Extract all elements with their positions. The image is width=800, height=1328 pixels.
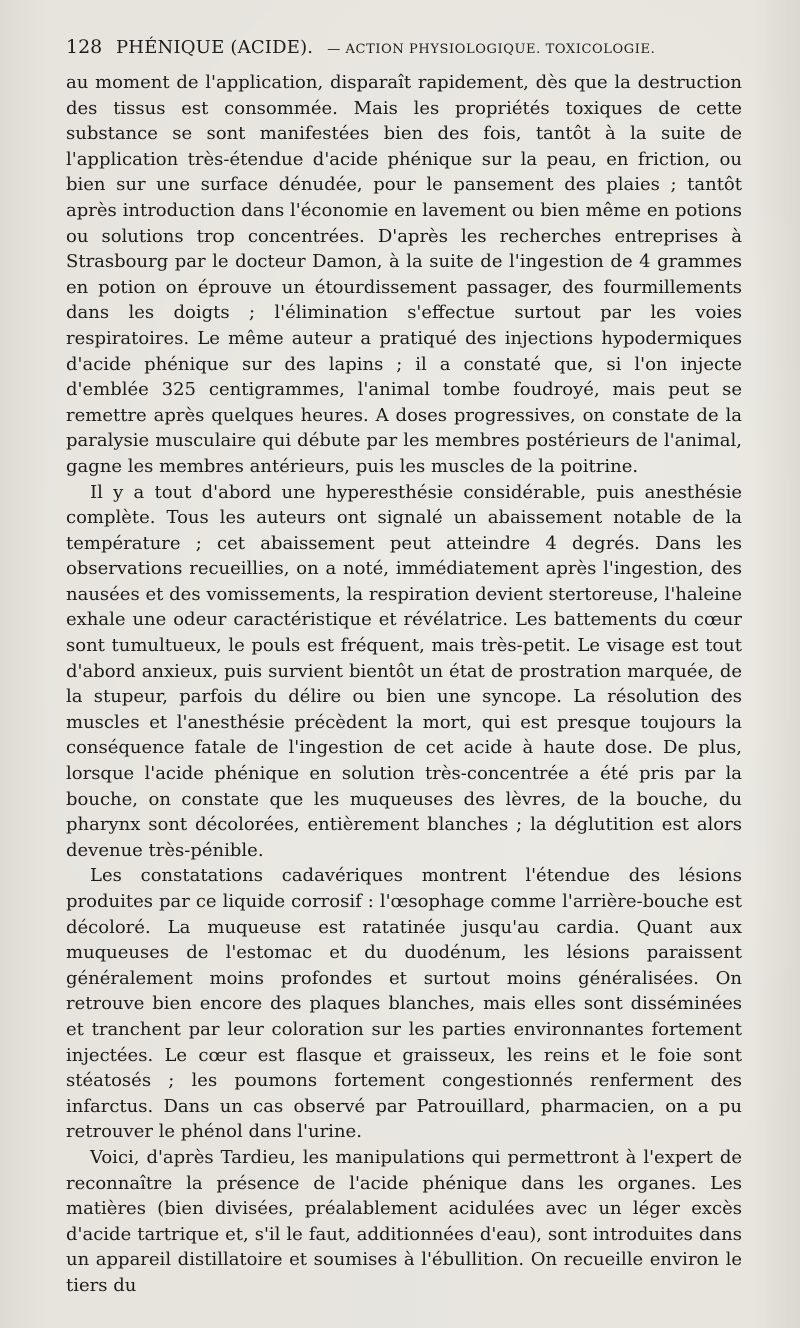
running-head-title: PHÉNIQUE (ACIDE). [116, 37, 314, 58]
paragraph-symptoms: Il y a tout d'abord une hyperesthésie considérable, puis anesthésie complète. Tous les auteurs ont signalé un abaissement notable de la température ; cet abaissement peut atteindre 4 degrés. Dans les observations recueillies, on a noté, immédiatement après l'ingestion, des nausées et des vomissements, la respiration devient stertoreuse, l'haleine exhale une odeur caractéristique et révélatrice. Les battements du cœur sont tumultueux, le pouls est fréquent, mais très-petit. Le visage est tout d'abord anxieux, puis survient bientôt un état de prostration marquée, de la stupeur, parfois du délire ou bien une syncope. La résolution des muscles et l'anesthésie précèdent la mort, qui est presque toujours la conséquence fatale de l'ingestion de cet acide à haute dose. De plus, lorsque l'acide phénique en solution très-concentrée a été pris par la bouche, on constate que les muqueuses des lèvres, de la bouche, du pharynx sont décolorées, entièrement blanches ; la déglutition est alors devenue très-pénible. [66, 481, 742, 861]
running-head-subtitle: — ACTION PHYSIOLOGIQUE. TOXICOLOGIE. [327, 42, 656, 57]
paragraph-continued: au moment de l'application, disparaît rapidement, dès que la destruction des tissus est consommée. Mais les propriétés toxiques de cette substance se sont manifestées bien des fois, tantôt à la suite de l'application très-étendue d'acide phénique sur la peau, en friction, ou bien sur une surface dénudée, pour le pansement des plaies ; tantôt après introduction dans l'économie en lavement ou bien même en potions ou solutions trop concentrées. D'après les recherches entreprises à Strasbourg par le docteur Damon, à la suite de l'ingestion de 4 grammes en potion on éprouve un étourdissement passager, des fourmillements dans les doigts ; l'élimination s'effectue surtout par les voies respiratoires. Le même auteur a pratiqué des injections hypodermiques d'acide phénique sur des lapins ; il a constaté que, si l'on injecte d'emblée 325 centigrammes, l'animal tombe foudroyé, mais peut se remettre après quelques heures. A doses progressives, on constate de la paralysie musculaire qui débute par les membres postérieurs de l'animal, gagne les membres antérieurs, puis les muscles de la poitrine. [66, 72, 742, 477]
page-number: 128 [66, 36, 103, 58]
body-text [66, 70, 742, 1299]
paragraph-detection: Voici, d'après Tardieu, les manipulations qui permettront à l'expert de reconnaître la présence de l'acide phénique dans les organes. Les matières (bien divisées, préalablement acidulées avec un léger excès d'acide tartrique et, s'il le faut, additionnées d'eau), sont introduites dans un appareil distillatoire et soumises à l'ébullition. On recueille environ le tiers du [66, 1146, 742, 1296]
running-head [66, 36, 766, 62]
paragraph-autopsy: Les constatations cadavériques montrent l'étendue des lésions produites par ce liquide corrosif : l'œsophage comme l'arrière-bouche est décoloré. La muqueuse est ratatinée jusqu'au cardia. Quant aux muqueuses de l'estomac et du duodénum, les lésions paraissent généralement moins profondes et surtout moins généralisées. On retrouve bien encore des plaques blanches, mais elles sont disséminées et tranchent par leur coloration sur les parties environnantes fortement injectées. Le cœur est flasque et graisseux, les reins et le foie sont stéatosés ; les poumons fortement congestionnés renferment des infarctus. Dans un cas observé par Patrouillard, pharmacien, on a pu retrouver le phénol dans l'urine. [66, 865, 742, 1143]
